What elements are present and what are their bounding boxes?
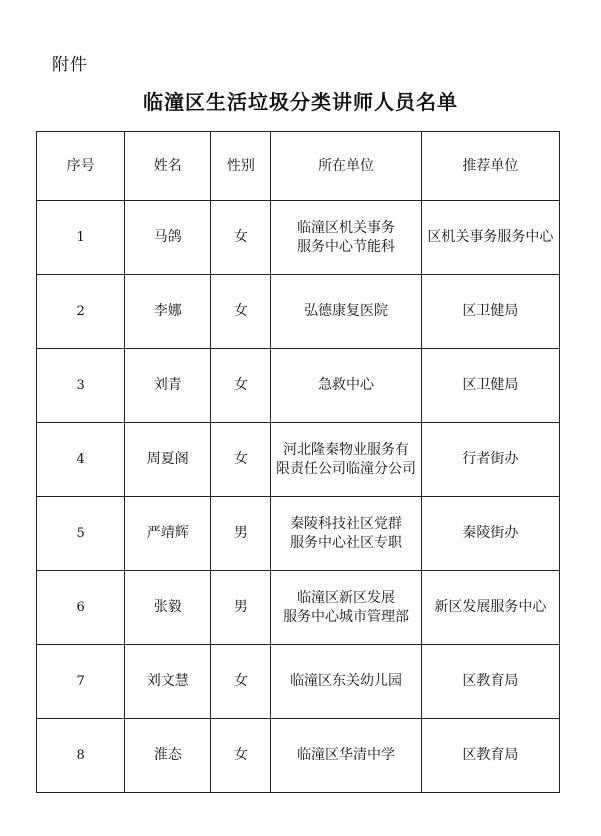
cell-unit — [271, 571, 421, 645]
cell-name: 马鸽 — [125, 201, 211, 275]
header-recommender: 推荐单位 — [421, 132, 559, 201]
table-row — [37, 719, 560, 793]
table-row — [37, 423, 560, 497]
cell-unit-line: 急救中心 — [318, 377, 375, 393]
cell-recommender: 新区发展服务中心 — [421, 571, 559, 645]
cell-unit-line: 限责任公司临潼分公司 — [276, 460, 417, 477]
cell-unit — [271, 349, 421, 423]
attachment-label: 附件 — [52, 55, 88, 75]
header-seq: 序号 — [37, 132, 125, 201]
cell-unit-line: 服务中心节能科 — [297, 238, 396, 255]
cell-unit — [271, 423, 421, 497]
header-unit: 所在单位 — [271, 132, 421, 201]
cell-recommender: 行者街办 — [421, 423, 559, 497]
table-row — [37, 645, 560, 719]
cell-recommender: 区教育局 — [421, 645, 559, 719]
cell-name: 周夏阁 — [125, 423, 211, 497]
cell-unit-line: 临潼区新区发展 — [297, 589, 396, 606]
cell-gender: 女 — [211, 423, 271, 497]
cell-seq: 1 — [37, 201, 125, 275]
cell-recommender: 区机关事务服务中心 — [421, 201, 559, 275]
cell-unit-line: 临潼区华清中学 — [297, 747, 396, 763]
cell-unit — [271, 645, 421, 719]
cell-name: 淮态 — [125, 719, 211, 793]
cell-unit-line: 河北隆秦物业服务有 — [283, 441, 410, 458]
table-row — [37, 201, 560, 275]
cell-name: 李娜 — [125, 275, 211, 349]
cell-seq: 3 — [37, 349, 125, 423]
cell-unit — [271, 275, 421, 349]
cell-seq: 8 — [37, 719, 125, 793]
cell-seq: 4 — [37, 423, 125, 497]
cell-seq: 6 — [37, 571, 125, 645]
cell-gender: 男 — [211, 497, 271, 571]
cell-seq: 7 — [37, 645, 125, 719]
document-title: 临潼区生活垃圾分类讲师人员名单 — [143, 90, 458, 114]
cell-gender: 女 — [211, 201, 271, 275]
cell-unit — [271, 719, 421, 793]
cell-gender: 女 — [211, 275, 271, 349]
header-name: 姓名 — [125, 132, 211, 201]
cell-gender: 男 — [211, 571, 271, 645]
table-row — [37, 571, 560, 645]
cell-unit-line: 临潼区机关事务 — [297, 219, 396, 236]
cell-seq: 5 — [37, 497, 125, 571]
cell-unit-line: 临潼区东关幼儿园 — [290, 673, 403, 689]
cell-name: 刘青 — [125, 349, 211, 423]
cell-unit-line: 秦陵科技社区党群 — [290, 515, 403, 532]
table-header-row — [37, 132, 560, 201]
lecturer-roster-table — [36, 131, 560, 793]
cell-unit-line: 服务中心城市管理部 — [283, 608, 410, 625]
cell-name: 刘文慧 — [125, 645, 211, 719]
cell-name: 张毅 — [125, 571, 211, 645]
cell-recommender: 区卫健局 — [421, 349, 559, 423]
cell-unit — [271, 201, 421, 275]
table-row — [37, 275, 560, 349]
table-row — [37, 349, 560, 423]
cell-unit-line: 服务中心社区专职 — [290, 534, 403, 551]
cell-gender: 女 — [211, 645, 271, 719]
cell-recommender: 区卫健局 — [421, 275, 559, 349]
cell-recommender: 秦陵街办 — [421, 497, 559, 571]
cell-unit-line: 弘德康复医院 — [304, 303, 389, 319]
cell-name: 严靖辉 — [125, 497, 211, 571]
cell-seq: 2 — [37, 275, 125, 349]
table-row — [37, 497, 560, 571]
cell-unit — [271, 497, 421, 571]
cell-gender: 女 — [211, 349, 271, 423]
cell-recommender: 区教育局 — [421, 719, 559, 793]
header-gender: 性别 — [211, 132, 271, 201]
cell-gender: 女 — [211, 719, 271, 793]
